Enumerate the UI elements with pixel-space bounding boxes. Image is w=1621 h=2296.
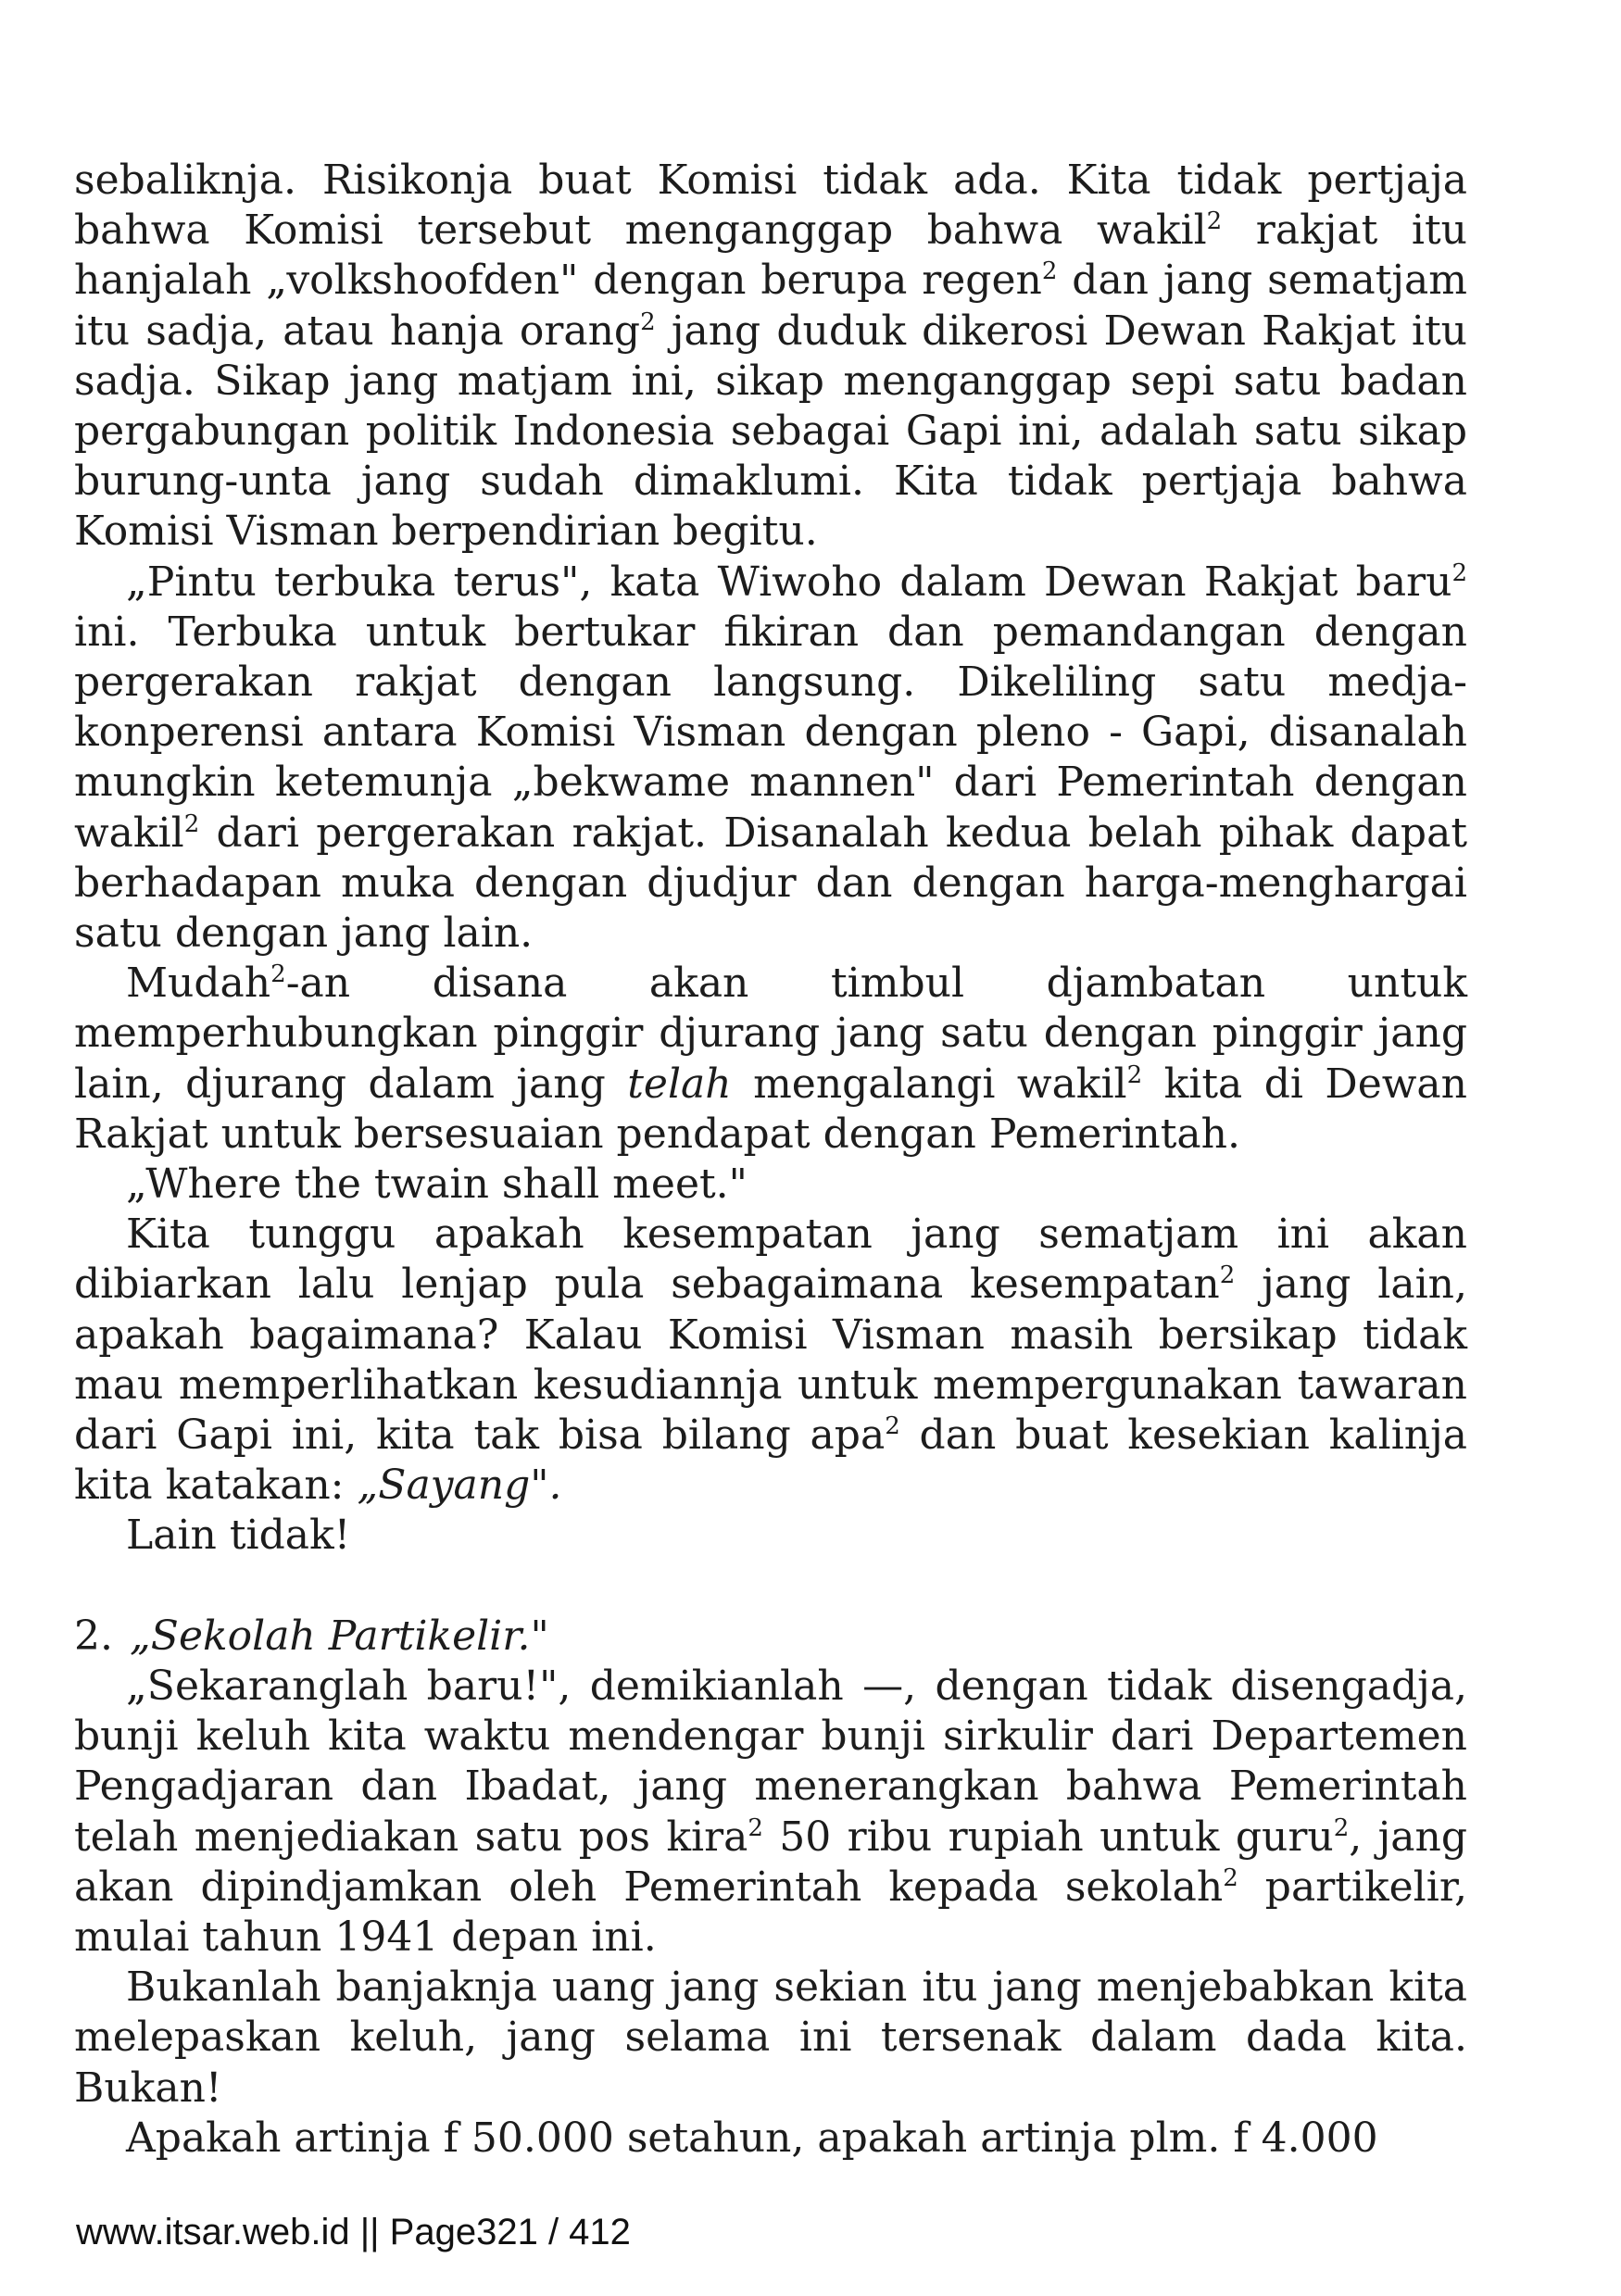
section-gap bbox=[74, 1562, 1467, 1612]
text-run: mengalangi wakil bbox=[731, 1060, 1127, 1108]
text-block-upper bbox=[74, 156, 1467, 1562]
text-block-lower bbox=[74, 1662, 1467, 2164]
text-run: „Sekaranglah baru!", demikianlah —, dengan tidak disengadja, bunji keluh kita waktu mendengar bunji sirkulir dari Departemen Pengadjaran dan Ibadat, jang menerangkan bahwa Pemerintah telah menjediakan satu pos kira bbox=[74, 1662, 1467, 1861]
superscript-mark: 2 bbox=[270, 960, 286, 989]
text-run: Apakah artinja f 50.000 setahun, apakah artinja plm. f 4.000 bbox=[126, 2114, 1378, 2162]
paragraph bbox=[74, 1963, 1467, 2114]
superscript-mark: 2 bbox=[1041, 257, 1058, 286]
text-run: „Where the twain shall meet." bbox=[126, 1161, 748, 1209]
superscript-mark: 2 bbox=[1333, 1813, 1350, 1842]
text-run: , jang akan dipindjamkan oleh Pemerintah kepada sekolah bbox=[74, 1813, 1467, 1911]
text-run: -an disana akan timbul djambatan untuk memperhubungkan pinggir djurang jang satu dengan pinggir jang lain, djurang dalam jang bbox=[74, 960, 1467, 1108]
text-run: Mudah bbox=[126, 960, 271, 1008]
section-number: 2. bbox=[74, 1612, 113, 1660]
text-run: sebaliknja. Risikonja buat Komisi tidak ada. Kita tidak pertjaja bahwa Komisi tersebut menganggap bahwa wakil bbox=[74, 157, 1467, 255]
superscript-mark: 2 bbox=[1451, 558, 1467, 587]
superscript-mark: 2 bbox=[748, 1813, 763, 1842]
page-footer: www.itsar.web.id || Page321 / 412 bbox=[76, 2212, 631, 2252]
section-heading bbox=[74, 1612, 1467, 1662]
text-run: dan buat kesekian kalinja kita katakan: bbox=[74, 1411, 1467, 1510]
text-run: 50 ribu rupiah untuk guru bbox=[762, 1813, 1334, 1861]
paragraph bbox=[74, 1160, 1467, 1210]
paragraph bbox=[74, 1662, 1467, 1963]
superscript-mark: 2 bbox=[1206, 207, 1223, 236]
text-run: kita di Dewan Rakjat untuk bersesuaian pendapat dengan Pemerintah. bbox=[74, 1060, 1467, 1158]
superscript-mark: 2 bbox=[640, 307, 656, 336]
text-run: „Pintu terbuka terus", kata Wiwoho dalam Dewan Rakjat baru bbox=[126, 558, 1452, 606]
italic-text: „Sayang". bbox=[357, 1462, 562, 1510]
text-run: Kita tunggu apakah kesempatan jang sematjam ini akan dibiarkan lalu lenjap pula sebagaimana kesempatan bbox=[74, 1211, 1467, 1309]
superscript-mark: 2 bbox=[885, 1412, 900, 1441]
paragraph bbox=[74, 156, 1467, 558]
text-run: rakjat itu hanjalah „volkshoofden" dengan berupa regen bbox=[74, 207, 1467, 305]
section-title: „Sekolah Partikelir." bbox=[130, 1612, 549, 1660]
text-run: Bukanlah banjaknja uang jang sekian itu jang menjebabkan kita melepaskan keluh, jang selama ini tersenak dalam dada kita. Bukan! bbox=[74, 1964, 1467, 2112]
paragraph bbox=[74, 959, 1467, 1160]
page-body bbox=[74, 156, 1467, 2164]
text-run: partikelir, mulai tahun 1941 depan ini. bbox=[74, 1863, 1468, 1961]
text-run: dari pergerakan rakjat. Disanalah kedua belah pihak dapat berhadapan muka dengan djudjur dan dengan harga-menghargai satu dengan jang lain. bbox=[74, 809, 1467, 958]
superscript-mark: 2 bbox=[1219, 1261, 1236, 1290]
text-run: jang duduk dikerosi Dewan Rakjat itu sadja. Sikap jang matjam ini, sikap menganggap sepi satu badan pergabungan politik Indonesia sebagai Gapi ini, adalah satu sikap burung-unta jang sudah dimaklumi. Kita tidak pertjaja bahwa Komisi Visman berpendirian begitu. bbox=[74, 307, 1468, 556]
italic-text: telah bbox=[627, 1060, 732, 1108]
text-run: Lain tidak! bbox=[126, 1512, 351, 1560]
paragraph bbox=[74, 2114, 1467, 2164]
paragraph bbox=[74, 1511, 1467, 1561]
paragraph bbox=[74, 558, 1467, 960]
text-run: jang lain, apakah bagaimana? Kalau Komisi Visman masih bersikap tidak mau memperlihatkan kesudiannja untuk mempergunakan tawaran dari Gapi ini, kita tak bisa bilang apa bbox=[74, 1261, 1467, 1460]
superscript-mark: 2 bbox=[183, 809, 200, 838]
superscript-mark: 2 bbox=[1223, 1863, 1238, 1892]
superscript-mark: 2 bbox=[1126, 1060, 1143, 1089]
text-run: ini. Terbuka untuk bertukar fikiran dan pemandangan dengan pergerakan rakjat dengan langsung. Dikeliling satu medja-konperensi antara Komisi Visman dengan pleno - Gapi, disanalah mungkin ketemunja „bekwame mannen" dari Pemerintah dengan wakil bbox=[74, 608, 1467, 857]
text-run: dan jang sematjam itu sadja, atau hanja orang bbox=[74, 257, 1467, 355]
paragraph bbox=[74, 1210, 1467, 1511]
